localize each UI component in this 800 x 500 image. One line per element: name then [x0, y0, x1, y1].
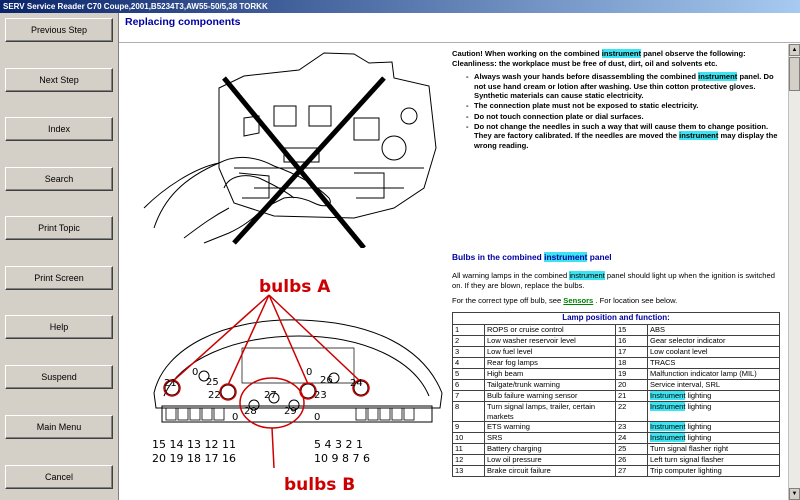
lamp-function: Left turn signal flasher	[648, 455, 780, 466]
suspend-button[interactable]: Suspend	[5, 365, 113, 389]
table-row	[453, 402, 780, 422]
caution-heading: Caution! When working on the combined instrument panel observe the following:	[452, 49, 746, 58]
vertical-scrollbar[interactable]	[788, 44, 800, 500]
search-button[interactable]: Search	[5, 167, 113, 191]
lamp-function: SRS	[485, 433, 616, 444]
lamp-function: TRACS	[648, 358, 780, 369]
lamp-number: 13	[453, 466, 485, 477]
lamp-number: 27	[616, 466, 648, 477]
bulb-number-24: 24	[350, 378, 363, 389]
content-area	[119, 44, 789, 500]
lamp-function: Low coolant level	[648, 347, 780, 358]
handling-illustration	[124, 48, 444, 248]
bulb-number-25: 25	[206, 377, 219, 388]
lamp-function: Instrument lighting	[648, 402, 780, 422]
table-row	[453, 391, 780, 402]
lamp-number: 16	[616, 336, 648, 347]
table-row	[453, 369, 780, 380]
next-step-button[interactable]: Next Step	[5, 68, 113, 92]
caution-list	[466, 72, 780, 150]
lamp-function: Battery charging	[485, 444, 616, 455]
previous-step-button[interactable]: Previous Step	[5, 18, 113, 42]
bulb-number-21: 21	[164, 378, 177, 389]
lamp-position-table	[452, 312, 780, 477]
scrollbar-thumb[interactable]	[789, 57, 800, 91]
lamp-number: 25	[616, 444, 648, 455]
bulb-number-0-b: 0	[306, 367, 313, 378]
bulb-type-reference: For the correct type off bulb, see Sensors . For location see below.	[452, 296, 678, 305]
caution-item: - The connection plate must not be exposed to static electricity.	[466, 101, 780, 111]
scroll-down-arrow-icon[interactable]: ▼	[789, 488, 800, 500]
table-row	[453, 466, 780, 477]
connector-numbers-right-row2: 10 9 8 7 6	[314, 452, 370, 465]
lamp-number: 7	[453, 391, 485, 402]
lamp-number: 1	[453, 325, 485, 336]
caution-item: - Do not change the needles in such a way that will cause them to change position. They are factory calibrated. If the needles are moved the instrument may display the wrong reading.	[466, 122, 780, 151]
cleanliness-note: Cleanliness: the workplace must be free of dust, dirt, oil and solvents etc.	[452, 58, 718, 68]
bulb-number-28: 28	[244, 406, 257, 417]
table-row	[453, 336, 780, 347]
table-row	[453, 347, 780, 358]
connector-numbers-left-row1: 15 14 13 12 11	[152, 438, 236, 451]
lamp-number: 23	[616, 422, 648, 433]
table-row	[453, 358, 780, 369]
lamp-number: 2	[453, 336, 485, 347]
lamp-number: 24	[616, 433, 648, 444]
lamp-function: Instrument lighting	[648, 391, 780, 402]
lamp-function: Rear fog lamps	[485, 358, 616, 369]
bulb-number-29: 29	[284, 406, 297, 417]
caution-item: - Always wash your hands before disassembling the combined instrument panel. Do not use hand cream or lotion after washing. Use thin cotton protective gloves. Synthetic materials can cause static electricity.	[466, 72, 780, 101]
bulbs-a-label: bulbs A	[259, 277, 331, 297]
print-topic-button[interactable]: Print Topic	[5, 216, 113, 240]
lamp-number: 10	[453, 433, 485, 444]
cancel-button[interactable]: Cancel	[5, 465, 113, 489]
lamp-function: High beam	[485, 369, 616, 380]
lamp-number: 17	[616, 347, 648, 358]
main-panel	[118, 13, 800, 500]
bulb-number-22: 22	[208, 390, 221, 401]
table-row	[453, 325, 780, 336]
lamp-function: ETS warning	[485, 422, 616, 433]
table-header: Lamp position and function:	[453, 313, 780, 325]
table-row	[453, 433, 780, 444]
lamp-function: Instrument lighting	[648, 433, 780, 444]
lamp-function: Low washer reservoir level	[485, 336, 616, 347]
lamp-number: 22	[616, 402, 648, 422]
lamp-function: Brake circuit failure	[485, 466, 616, 477]
bulbs-section-title: Bulbs in the combined instrument panel	[452, 252, 612, 262]
bulb-number-0-c: 0	[232, 412, 239, 423]
lamp-number: 5	[453, 369, 485, 380]
bulb-number-0-d: 0	[314, 412, 321, 423]
page-header	[119, 13, 800, 43]
bulb-number-0-a: 0	[192, 367, 199, 378]
bulbs-intro-text: All warning lamps in the combined instrument panel should light up when the ignition is switched on. If they are blown, replace the bulbs.	[452, 271, 775, 290]
bulb-number-27: 27	[264, 390, 277, 401]
table-row	[453, 380, 780, 391]
lamp-number: 19	[616, 369, 648, 380]
bulb-number-26: 26	[320, 375, 333, 386]
lamp-number: 11	[453, 444, 485, 455]
lamp-function: Low oil pressure	[485, 455, 616, 466]
index-button[interactable]: Index	[5, 117, 113, 141]
sensors-link[interactable]: Sensors	[563, 296, 594, 305]
print-screen-button[interactable]: Print Screen	[5, 266, 113, 290]
lamp-number: 3	[453, 347, 485, 358]
table-row	[453, 422, 780, 433]
main-menu-button[interactable]: Main Menu	[5, 415, 113, 439]
lamp-function: Turn signal lamps, trailer, certain markets	[485, 402, 616, 422]
table-row	[453, 444, 780, 455]
lamp-number: 12	[453, 455, 485, 466]
lamp-number: 9	[453, 422, 485, 433]
lamp-function: Gear selector indicator	[648, 336, 780, 347]
lamp-number: 15	[616, 325, 648, 336]
lamp-function: Bulb failure warning sensor	[485, 391, 616, 402]
left-navigation	[0, 13, 118, 500]
lamp-number: 18	[616, 358, 648, 369]
caution-item: - Do not touch connection plate or dial surfaces.	[466, 112, 780, 122]
bulb-number-23: 23	[314, 390, 327, 401]
help-button[interactable]: Help	[5, 315, 113, 339]
lamp-function: Low fuel level	[485, 347, 616, 358]
bulbs-b-label: bulbs B	[284, 475, 356, 495]
table-row	[453, 455, 780, 466]
lamp-number: 8	[453, 402, 485, 422]
lamp-function: Trip computer lighting	[648, 466, 780, 477]
lamp-function: Turn signal flasher right	[648, 444, 780, 455]
lamp-function: Malfunction indicator lamp (MIL)	[648, 369, 780, 380]
connector-numbers-right-row1: 5 4 3 2 1	[314, 438, 363, 451]
scroll-up-arrow-icon[interactable]: ▲	[789, 44, 800, 56]
page-title: Replacing components	[125, 16, 241, 28]
lamp-function: Service interval, SRL	[648, 380, 780, 391]
lamp-number: 4	[453, 358, 485, 369]
lamp-function: Tailgate/trunk warning	[485, 380, 616, 391]
connector-numbers-left-row2: 20 19 18 17 16	[152, 452, 236, 465]
lamp-function: ABS	[648, 325, 780, 336]
lamp-number: 26	[616, 455, 648, 466]
window-title: SERV Service Reader C70 Coupe,2001,B5234T3,AW55-50/5,38 TORKK	[0, 0, 800, 13]
bulb-location-diagram	[124, 268, 444, 500]
lamp-number: 20	[616, 380, 648, 391]
lamp-number: 6	[453, 380, 485, 391]
lamp-function: Instrument lighting	[648, 422, 780, 433]
lamp-function: ROPS or cruise control	[485, 325, 616, 336]
caution-block	[452, 49, 780, 151]
lamp-number: 21	[616, 391, 648, 402]
